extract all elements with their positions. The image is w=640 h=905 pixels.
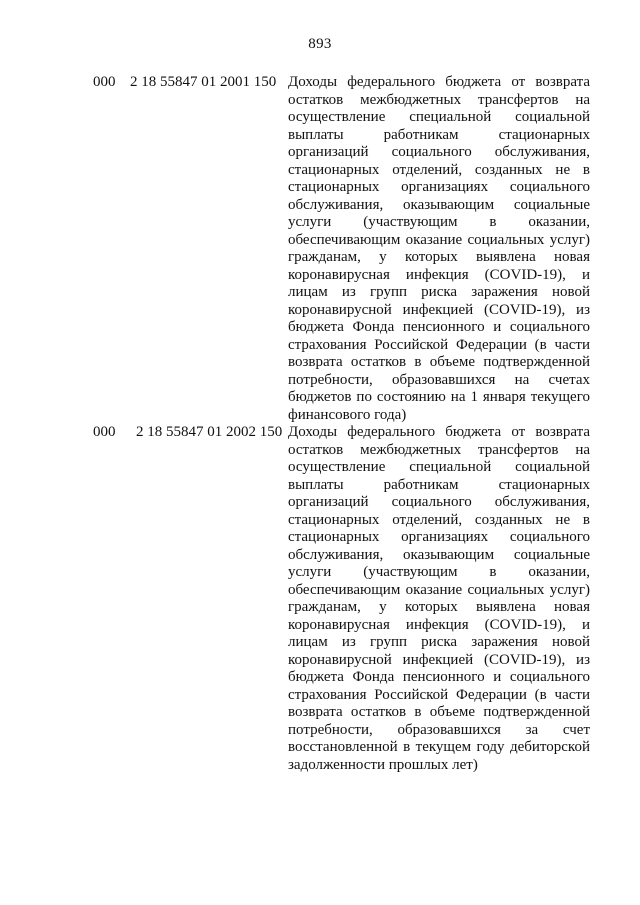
entry-description <box>288 424 590 774</box>
description-line: бюджета Фонда пенсионного и социального <box>288 669 590 685</box>
entry-description <box>288 74 590 424</box>
page-number: 893 <box>308 36 332 52</box>
description-line: гражданам, у которых выявлена новая <box>288 599 590 615</box>
description-line: выплаты работникам стационарных <box>288 476 590 493</box>
description-line: финансового года) <box>288 406 407 423</box>
description-line: задолженности прошлых лет) <box>288 756 478 773</box>
description-line: обеспечивающим оказание социальных услуг) <box>288 231 590 248</box>
description-line: услуги (участвующим в оказании, <box>288 214 590 230</box>
description-line: Доходы федерального бюджета от возврата <box>288 74 590 90</box>
description-line: лицам из групп риска заражения новой <box>288 634 590 650</box>
description-line: гражданам, у которых выявлена новая <box>288 249 590 265</box>
description-line: коронавирусная инфекция (COVID-19), и <box>288 616 590 633</box>
description-line: страхования Российской Федерации (в части <box>288 336 590 353</box>
description-line: бюджетов по состоянию на 1 января текущего <box>288 389 590 405</box>
description-line: обеспечивающим оказание социальных услуг) <box>288 581 590 598</box>
description-line: организаций социального обслуживания, <box>288 494 590 510</box>
description-line: коронавирусная инфекция (COVID-19), и <box>288 266 590 283</box>
classification-code: 2 18 55847 01 2002 150 <box>136 424 283 440</box>
description-line: обслуживания, оказывающим социальные <box>288 546 590 563</box>
description-line: коронавирусной инфекцией (COVID-19), из <box>288 651 590 668</box>
description-line: осуществление специальной социальной <box>288 109 590 125</box>
description-line: стационарных организациях социального <box>288 179 590 195</box>
description-line: остатков межбюджетных трансфертов на <box>288 91 590 108</box>
administrator-code: 000 <box>93 74 116 90</box>
description-line: услуги (участвующим в оказании, <box>288 564 590 580</box>
description-line: возврата остатков в объеме подтвержденной <box>288 354 590 370</box>
description-line: возврата остатков в объеме подтвержденной <box>288 704 590 720</box>
classification-code: 2 18 55847 01 2001 150 <box>130 74 277 90</box>
description-line: остатков межбюджетных трансфертов на <box>288 441 590 458</box>
description-line: стационарных организациях социального <box>288 529 590 545</box>
description-line: лицам из групп риска заражения новой <box>288 284 590 300</box>
description-line: потребности, образовавшихся за счет <box>288 721 590 738</box>
description-line: стационарных отделений, созданных не в <box>288 161 590 178</box>
description-line: Доходы федерального бюджета от возврата <box>288 424 590 440</box>
description-line: осуществление специальной социальной <box>288 459 590 475</box>
description-line: коронавирусной инфекцией (COVID-19), из <box>288 301 590 318</box>
description-line: стационарных отделений, созданных не в <box>288 511 590 528</box>
description-line: бюджета Фонда пенсионного и социального <box>288 319 590 335</box>
description-line: потребности, образовавшихся на счетах <box>288 371 590 388</box>
description-line: обслуживания, оказывающим социальные <box>288 196 590 213</box>
description-line: выплаты работникам стационарных <box>288 126 590 143</box>
administrator-code: 000 <box>93 424 116 440</box>
description-line: страхования Российской Федерации (в части <box>288 686 590 703</box>
description-line: восстановленной в текущем году дебиторской <box>288 739 590 755</box>
description-line: организаций социального обслуживания, <box>288 144 590 160</box>
